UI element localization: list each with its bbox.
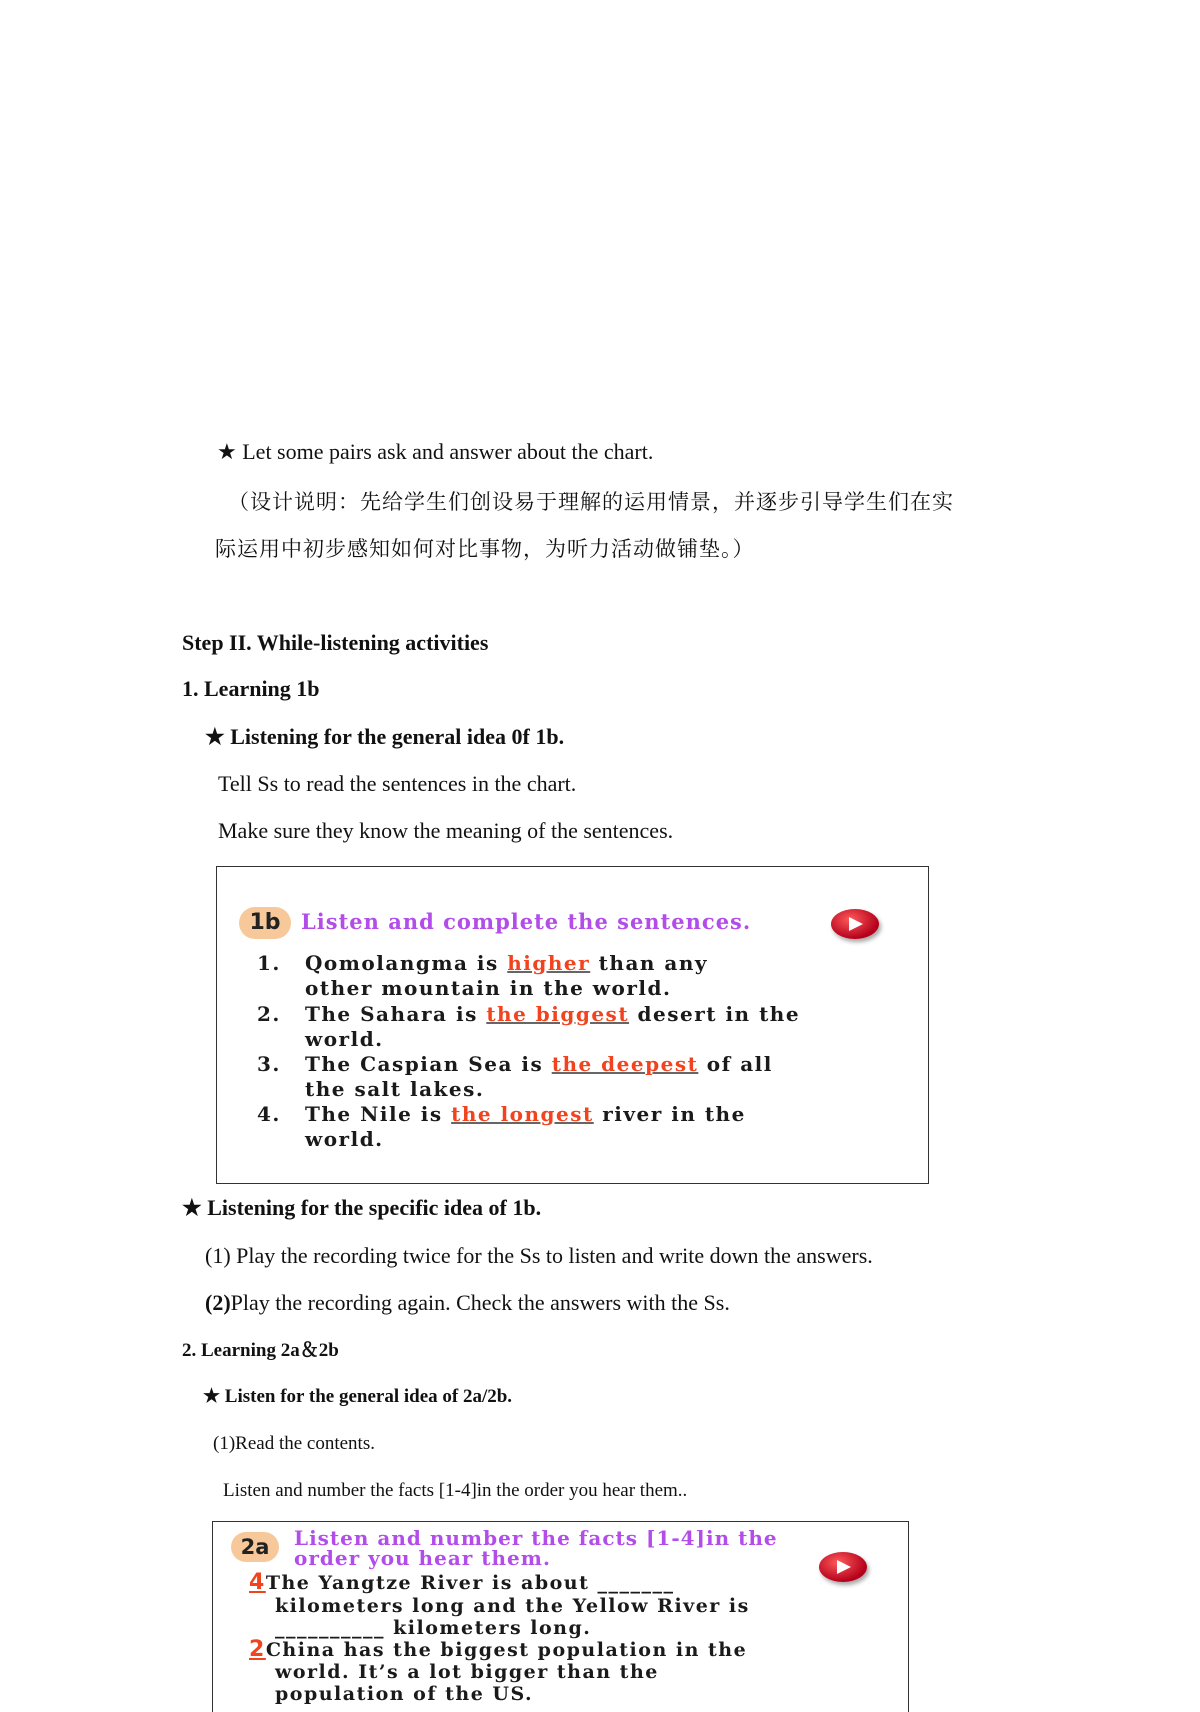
- fact-b-number: 2: [249, 1637, 266, 1662]
- fact-a-line3: __________ kilometers long.: [275, 1617, 592, 1639]
- star-icon: ★: [217, 439, 237, 464]
- answer-4: the longest: [451, 1102, 594, 1126]
- sentence-3-number: 3.: [257, 1052, 281, 1076]
- section2-heading: 2. Learning 2a＆2b: [182, 1340, 339, 1361]
- slide-1b-badge: 1b: [239, 907, 291, 939]
- fact-b-line3: population of the US.: [275, 1683, 534, 1705]
- intro-line: [217, 437, 653, 467]
- section2-step-2: Listen and number the facts [1-4]in the order you hear them..: [223, 1480, 688, 1501]
- sentence-4-number: 4.: [257, 1102, 281, 1126]
- slide-2a-badge: 2a: [231, 1532, 279, 1562]
- section1-heading: 1. Learning 1b: [182, 676, 320, 701]
- specific-step-1: (1) Play the recording twice for the Ss to listen and write down the answers.: [205, 1243, 873, 1268]
- fact-b-line1: 2China has the biggest population in the: [249, 1637, 748, 1662]
- section2-sub-heading: ★ Listen for the general idea of 2a/2b.: [203, 1386, 513, 1407]
- design-note-line1: （设计说明：先给学生们创设易于理解的运用情景，并逐步引导学生们在实: [228, 490, 954, 514]
- sentence-1-line1: Qomolangma is higher than any: [305, 951, 709, 975]
- specific-idea-heading: ★ Listening for the specific idea of 1b.: [182, 1195, 542, 1220]
- sentence-3-line2: the salt lakes.: [305, 1077, 485, 1101]
- slide-1b-image: [216, 866, 929, 1184]
- instruction-2: Make sure they know the meaning of the sentences.: [218, 818, 674, 843]
- slide-1b-title: Listen and complete the sentences.: [301, 909, 752, 934]
- specific-step-2: (2)Play the recording again. Check the answers with the Ss.: [205, 1290, 730, 1315]
- intro-text: Let some pairs ask and answer about the chart.: [242, 439, 654, 464]
- answer-2: the biggest: [486, 1002, 630, 1026]
- sentence-3-line1: The Caspian Sea is the deepest of all: [305, 1052, 773, 1076]
- sentence-2-line2: world.: [305, 1027, 384, 1051]
- fact-a-number: 4: [249, 1570, 266, 1595]
- general-idea-heading: ★ Listening for the general idea 0f 1b.: [205, 724, 565, 749]
- answer-1: higher: [507, 951, 591, 975]
- answer-3: the deepest: [551, 1052, 699, 1076]
- sentence-4-line2: world.: [305, 1127, 384, 1151]
- play-icon[interactable]: [819, 1552, 867, 1582]
- sentence-1-line2: other mountain in the world.: [305, 976, 672, 1000]
- play-icon[interactable]: [831, 909, 879, 939]
- instruction-1: Tell Ss to read the sentences in the chart.: [218, 771, 577, 796]
- slide-2a-image: [212, 1521, 909, 1712]
- fact-a-line1: 4The Yangtze River is about _______: [249, 1570, 675, 1595]
- sentence-4-line1: The Nile is the longest river in the: [305, 1102, 746, 1126]
- slide-2a-title-line1: Listen and number the facts [1-4]in the: [294, 1526, 778, 1550]
- section2-step-1: (1)Read the contents.: [213, 1433, 375, 1454]
- step-heading: Step II. While-listening activities: [182, 630, 489, 655]
- sentence-2-number: 2.: [257, 1002, 281, 1026]
- design-note-line2: 际运用中初步感知如何对比事物，为听力活动做铺垫。）: [215, 537, 755, 561]
- sentence-1-number: 1.: [257, 951, 281, 975]
- sentence-2-line1: The Sahara is the biggest desert in the: [305, 1002, 801, 1026]
- slide-2a-title-line2: order you hear them.: [294, 1546, 551, 1570]
- fact-a-line2: kilometers long and the Yellow River is: [275, 1595, 750, 1617]
- fact-b-line2: world. It’s a lot bigger than the: [275, 1661, 659, 1683]
